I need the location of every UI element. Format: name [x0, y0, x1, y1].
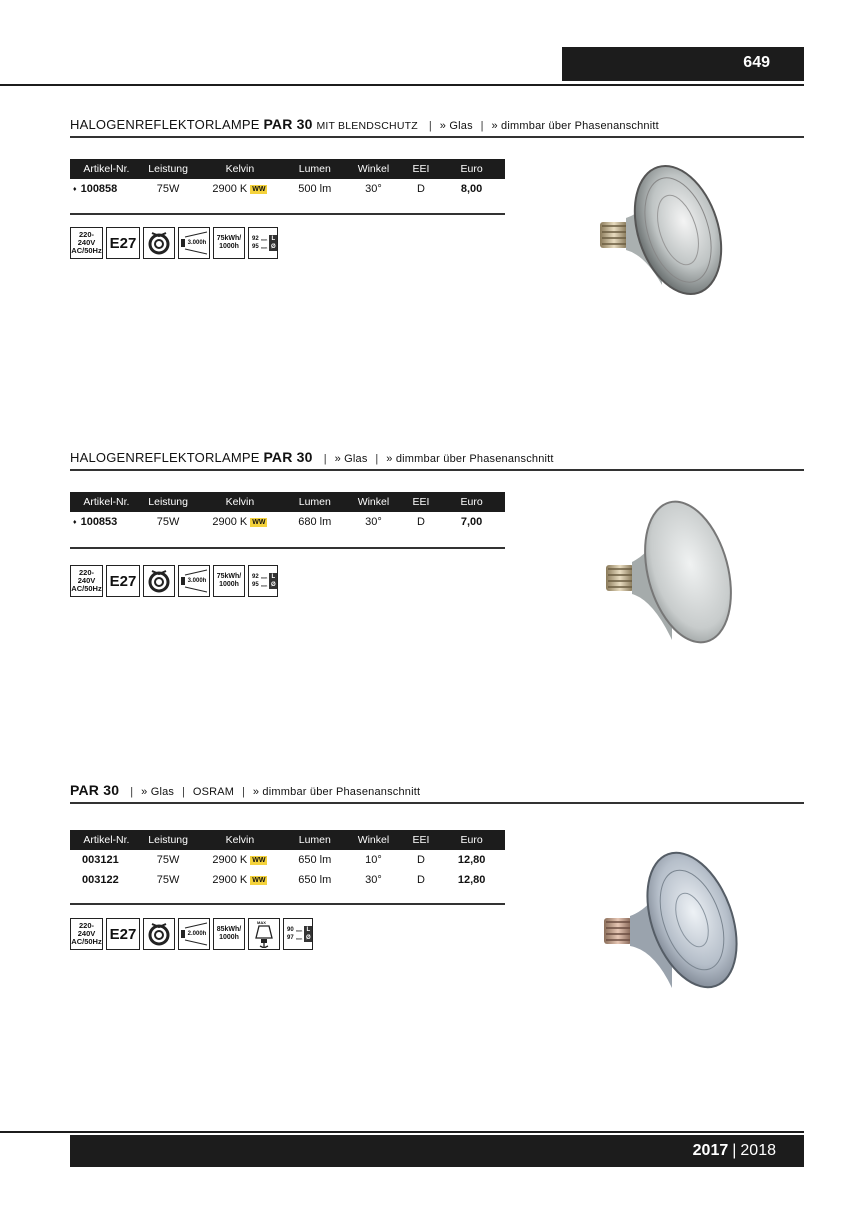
col-lumen: Lumen [286, 159, 343, 179]
lamp-image-2 [598, 490, 738, 650]
spec-table [70, 492, 505, 532]
cell-power: 75W [156, 854, 180, 866]
page-number-bar [562, 47, 804, 81]
socket-icon: E27 [106, 918, 140, 950]
cell-article: 003122 [82, 874, 119, 886]
length-icon: L [269, 573, 277, 581]
section-rule [70, 136, 804, 138]
length-icon: L [269, 235, 277, 243]
cell-angle: 10° [365, 854, 382, 866]
spec-table [70, 830, 505, 890]
lifetime-icon: 3.000h [178, 227, 210, 259]
warm-white-badge: WW [252, 856, 266, 864]
cell-lumen: 650 lm [298, 854, 332, 866]
col-euro: Euro [438, 830, 505, 850]
col-power: Leistung [143, 830, 194, 850]
cell-eei: D [417, 516, 425, 528]
cell-kelvin: 2900 K WW [212, 854, 266, 866]
cell-lumen: 680 lm [298, 516, 332, 528]
attr-glass: » Glas [439, 120, 473, 132]
cell-angle: 30° [365, 874, 382, 886]
dimensions-icon: 92 mm L 95 mm Ø [248, 227, 278, 259]
year: 2018 [740, 1142, 776, 1159]
table-row [70, 850, 505, 870]
section-title: PAR 30 | » Glas | OSRAM | » dimmbar über Phasenanschnitt [70, 782, 421, 798]
col-angle: Winkel [343, 492, 404, 512]
dimmable-icon [143, 227, 175, 259]
col-kelvin: Kelvin [193, 492, 286, 512]
dimensions-icon: 90 mm L 97 mm Ø [283, 918, 313, 950]
warm-white-badge: WW [252, 518, 266, 526]
cell-power: 75W [156, 183, 180, 195]
cell-euro: 8,00 [460, 183, 483, 195]
socket-icon: E27 [106, 565, 140, 597]
cell-eei: D [417, 874, 425, 886]
cell-eei: D [417, 854, 425, 866]
table-row [70, 512, 505, 532]
cell-euro: 7,00 [460, 516, 483, 528]
table-row [70, 179, 505, 199]
page-number: 649 [743, 54, 770, 71]
cell-angle: 30° [365, 516, 382, 528]
col-kelvin: Kelvin [193, 159, 286, 179]
dimmable-icon [143, 918, 175, 950]
col-article: Artikel-Nr. [70, 159, 143, 179]
col-article: Artikel-Nr. [70, 492, 143, 512]
cell-kelvin: 2900 K WW [212, 516, 266, 528]
dimmable-icon [143, 565, 175, 597]
title-strong: PAR 30 [263, 116, 313, 132]
top-rule [0, 84, 804, 86]
icon-row [70, 565, 278, 597]
warm-white-badge: WW [252, 185, 266, 193]
cell-power: 75W [156, 516, 180, 528]
col-eei: EEI [404, 159, 438, 179]
lamp-image-1 [590, 150, 730, 300]
table-rule [70, 547, 505, 549]
cell-kelvin: 2900 K WW [212, 874, 266, 886]
icon-row [70, 227, 278, 259]
energy-consumption-icon: 85kWh/ 1000h [213, 918, 245, 950]
table-header [70, 492, 505, 512]
dimensions-icon: 92 mm L 95 mm Ø [248, 565, 278, 597]
attr-glass: » Glas [334, 453, 368, 465]
cell-kelvin: 2900 K WW [212, 183, 266, 195]
title-strong: PAR 30 [263, 449, 313, 465]
energy-consumption-icon: 75kWh/ 1000h [213, 565, 245, 597]
no-hanging-icon: MAX [248, 918, 280, 950]
icon-row [70, 918, 313, 950]
attr-dimmable: » dimmbar über Phasenanschnitt [252, 786, 421, 798]
diameter-icon: Ø [306, 935, 311, 941]
cell-lumen: 500 lm [298, 183, 332, 195]
table-header [70, 159, 505, 179]
cell-eei: D [417, 183, 425, 195]
attr-glass: » Glas [141, 786, 175, 798]
table-row [70, 870, 505, 890]
title-prefix: HALOGENREFLEKTORLAMPE [70, 450, 260, 465]
footer-bar [70, 1135, 804, 1167]
attr-dimmable: » dimmbar über Phasenanschnitt [491, 120, 659, 132]
table-header [70, 830, 505, 850]
voltage-icon: 220-240V AC/50Hz [70, 565, 103, 597]
cell-angle: 30° [365, 183, 382, 195]
cell-power: 75W [156, 874, 180, 886]
attr-dimmable: » dimmbar über Phasenanschnitt [386, 453, 554, 465]
cell-lumen: 650 lm [298, 874, 332, 886]
footer-years: 2017 | 2018 [692, 1142, 776, 1159]
voltage-icon: 220-240V AC/50Hz [70, 918, 103, 950]
table-rule [70, 903, 505, 905]
cell-euro: 12,80 [457, 854, 486, 866]
col-euro: Euro [438, 492, 505, 512]
spec-table [70, 159, 505, 199]
table-rule [70, 213, 505, 215]
col-kelvin: Kelvin [193, 830, 286, 850]
col-eei: EEI [404, 830, 438, 850]
diamond-icon: ♦ [73, 519, 77, 526]
diameter-icon: Ø [271, 582, 276, 588]
col-angle: Winkel [343, 159, 404, 179]
title-small: MIT BLENDSCHUTZ [316, 120, 418, 132]
lifetime-icon: 2.000h [178, 918, 210, 950]
title-prefix: HALOGENREFLEKTORLAMPE [70, 117, 260, 132]
warm-white-badge: WW [252, 876, 266, 884]
cell-article: 003121 [82, 854, 119, 866]
col-euro: Euro [438, 159, 505, 179]
year-bold: 2017 [692, 1142, 729, 1159]
col-article: Artikel-Nr. [70, 830, 143, 850]
diameter-icon: Ø [271, 244, 276, 250]
socket-icon: E27 [106, 227, 140, 259]
title-strong: PAR 30 [70, 782, 120, 798]
voltage-icon: 220-240V AC/50Hz [70, 227, 103, 259]
bottom-rule [0, 1131, 804, 1133]
col-angle: Winkel [343, 830, 404, 850]
cell-article: ♦ 100853 [73, 516, 118, 528]
col-lumen: Lumen [286, 492, 343, 512]
section-title: HALOGENREFLEKTORLAMPE PAR 30 MIT BLENDSCHUTZ | » Glas | » dimmbar über Phasenanschnitt [70, 116, 659, 132]
lifetime-icon: 3.000h [178, 565, 210, 597]
energy-consumption-icon: 75kWh/ 1000h [213, 227, 245, 259]
section-rule [70, 802, 804, 804]
col-power: Leistung [143, 159, 194, 179]
cell-euro: 12,80 [457, 874, 486, 886]
section-rule [70, 469, 804, 471]
col-power: Leistung [143, 492, 194, 512]
col-lumen: Lumen [286, 830, 343, 850]
section-title: HALOGENREFLEKTORLAMPE PAR 30 | » Glas | » dimmbar über Phasenanschnitt [70, 449, 554, 465]
diamond-icon: ♦ [73, 186, 77, 193]
col-eei: EEI [404, 492, 438, 512]
cell-article: ♦ 100858 [73, 183, 118, 195]
lamp-image-3 [596, 830, 746, 995]
length-icon: L [304, 926, 312, 934]
attr-brand: OSRAM [192, 786, 235, 798]
